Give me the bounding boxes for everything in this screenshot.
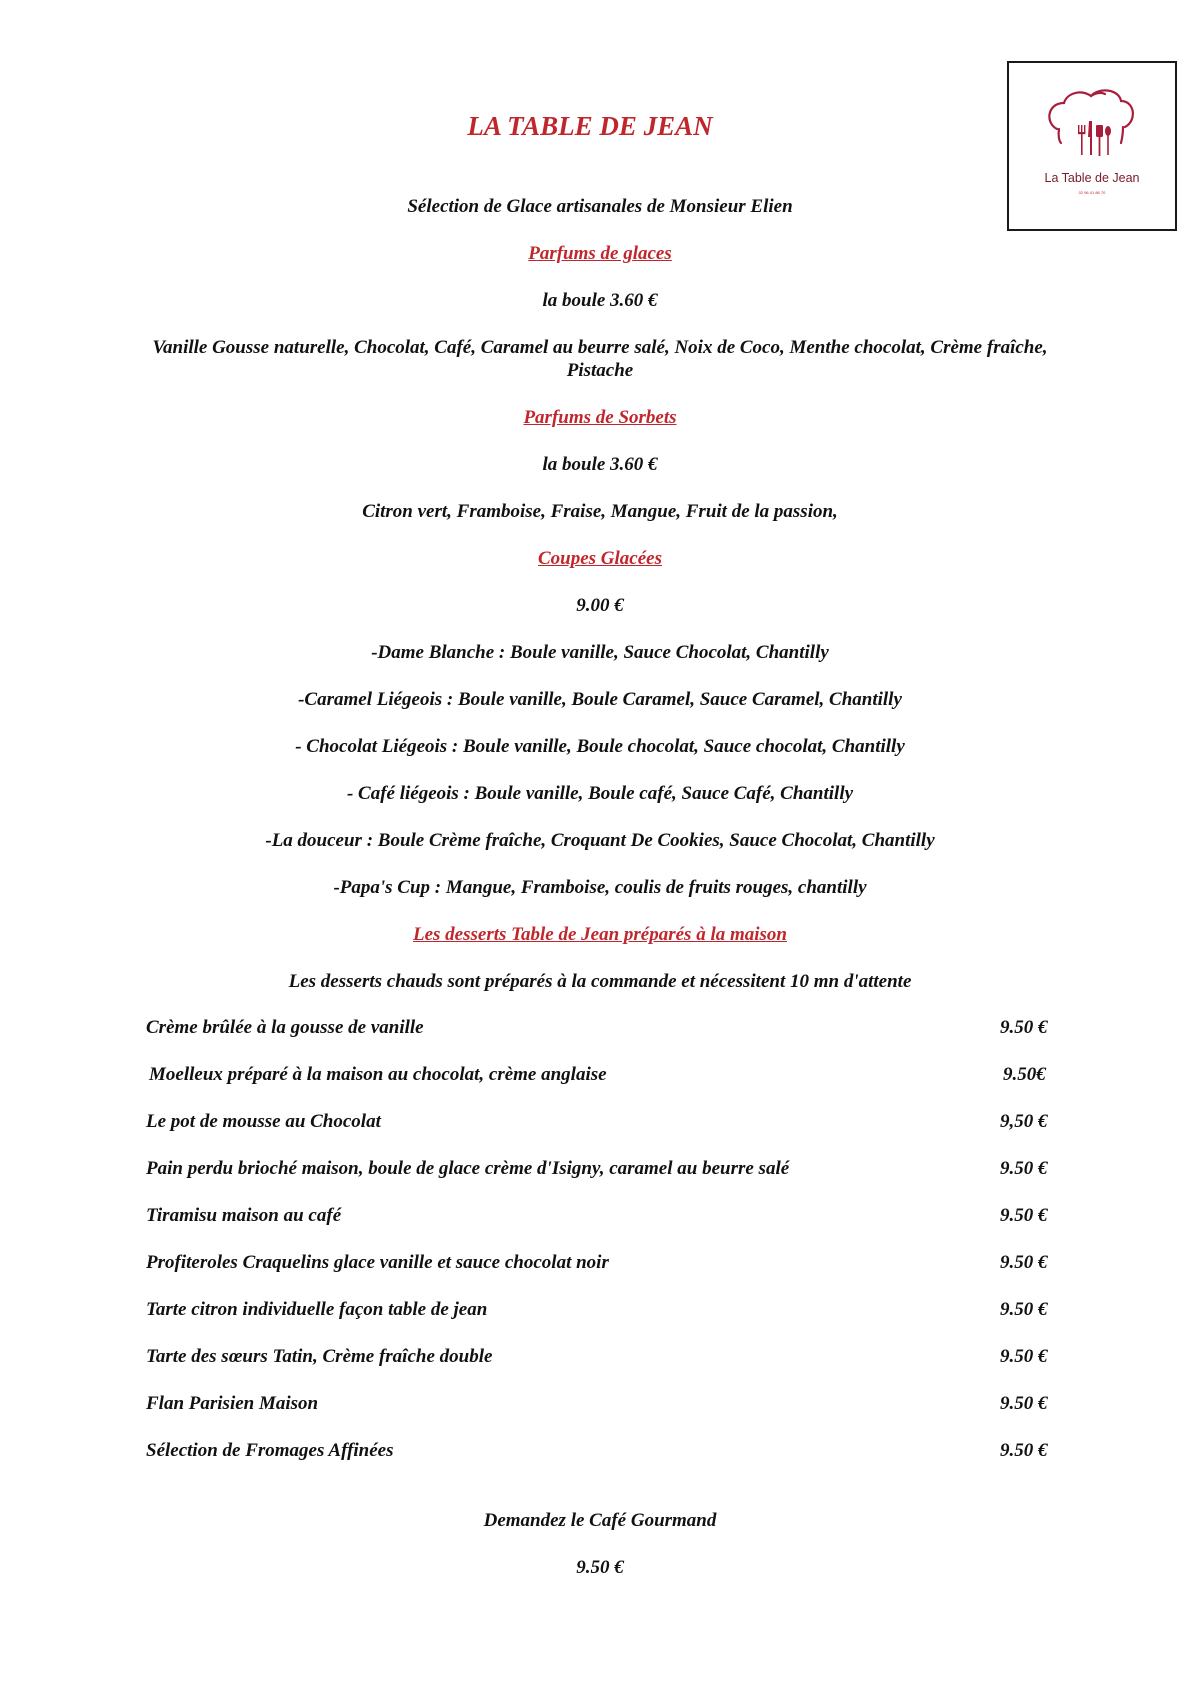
dessert-row: [0, 1345, 1200, 1369]
dessert-row: [0, 1298, 1200, 1322]
dessert-name: Pain perdu brioché maison, boule de glace crème d'Isigny, caramel au beurre salé: [146, 1158, 790, 1179]
dessert-price: 9.50 €: [1000, 1346, 1048, 1367]
dessert-name: Moelleux préparé à la maison au chocolat, crème anglaise: [149, 1064, 607, 1085]
cafe-gourmand-label: Demandez le Café Gourmand: [483, 1510, 717, 1531]
sorbets-flavors: Citron vert, Framboise, Fraise, Mangue, Fruit de la passion,: [362, 501, 838, 522]
dessert-row: [0, 1110, 1200, 1134]
dessert-row: [0, 1392, 1200, 1416]
dessert-price: 9.50 €: [1000, 1393, 1048, 1414]
dessert-name: Tarte des sœurs Tatin, Crème fraîche double: [146, 1346, 493, 1367]
dessert-price: 9.50 €: [1000, 1299, 1048, 1320]
section-heading-sorbets: Parfums de Sorbets: [523, 407, 677, 428]
coupes-price: 9.00 €: [576, 595, 624, 616]
dessert-row: [0, 1439, 1200, 1463]
page-title: LA TABLE DE JEAN: [467, 111, 713, 141]
dessert-name: Tarte citron individuelle façon table de jean: [146, 1299, 488, 1320]
glaces-flavors-line2: Pistache: [566, 360, 634, 381]
logo-phone: 02 96 41 86 70: [1078, 190, 1106, 195]
coupe-item: -Dame Blanche : Boule vanille, Sauce Chocolat, Chantilly: [371, 642, 829, 663]
dessert-price: 9.50 €: [1000, 1440, 1048, 1461]
dessert-row: [0, 1204, 1200, 1228]
dessert-price: 9.50 €: [1000, 1017, 1048, 1038]
glaces-flavors-line1: Vanille Gousse naturelle, Chocolat, Café, Caramel au beurre salé, Noix de Coco, Menthe chocolat, Crème fraîche,: [152, 337, 1048, 358]
dessert-row: [0, 1251, 1200, 1275]
dessert-row: [0, 1157, 1200, 1181]
dessert-name: Le pot de mousse au Chocolat: [146, 1111, 381, 1132]
dessert-price: 9,50 €: [1000, 1111, 1048, 1132]
coupe-item: - Chocolat Liégeois : Boule vanille, Boule chocolat, Sauce chocolat, Chantilly: [295, 736, 905, 757]
dessert-row: [0, 1063, 1200, 1087]
logo-name: La Table de Jean: [1044, 171, 1140, 185]
section-heading-coupes: Coupes Glacées: [537, 548, 662, 569]
dessert-name: Profiteroles Craquelins glace vanille et sauce chocolat noir: [146, 1252, 609, 1273]
coupe-item: - Café liégeois : Boule vanille, Boule café, Sauce Café, Chantilly: [346, 783, 854, 804]
dessert-name: Crème brûlée à la gousse de vanille: [146, 1017, 424, 1038]
dessert-price: 9.50 €: [1000, 1205, 1048, 1226]
dessert-price: 9.50€: [1003, 1064, 1046, 1085]
cafe-gourmand-price: 9.50 €: [576, 1557, 624, 1578]
dessert-name: Tiramisu maison au café: [146, 1205, 342, 1226]
coupe-item: -Caramel Liégeois : Boule vanille, Boule Caramel, Sauce Caramel, Chantilly: [298, 689, 902, 710]
glaces-price: la boule 3.60 €: [542, 290, 658, 311]
dessert-name: Sélection de Fromages Affinées: [146, 1440, 394, 1461]
coupe-item: -La douceur : Boule Crème fraîche, Croquant De Cookies, Sauce Chocolat, Chantilly: [265, 830, 935, 851]
dessert-row: [0, 1016, 1200, 1040]
dessert-name: Flan Parisien Maison: [146, 1393, 319, 1414]
subtitle: Sélection de Glace artisanales de Monsieur Elien: [407, 196, 793, 217]
section-heading-glaces: Parfums de glaces: [528, 243, 672, 264]
sorbets-price: la boule 3.60 €: [542, 454, 658, 475]
dessert-price: 9.50 €: [1000, 1252, 1048, 1273]
desserts-note: Les desserts chauds sont préparés à la commande et nécessitent 10 mn d'attente: [288, 971, 912, 992]
section-heading-desserts: Les desserts Table de Jean préparés à la maison: [412, 924, 787, 945]
dessert-price: 9.50 €: [1000, 1158, 1048, 1179]
coupe-item: -Papa's Cup : Mangue, Framboise, coulis de fruits rouges, chantilly: [333, 877, 867, 898]
